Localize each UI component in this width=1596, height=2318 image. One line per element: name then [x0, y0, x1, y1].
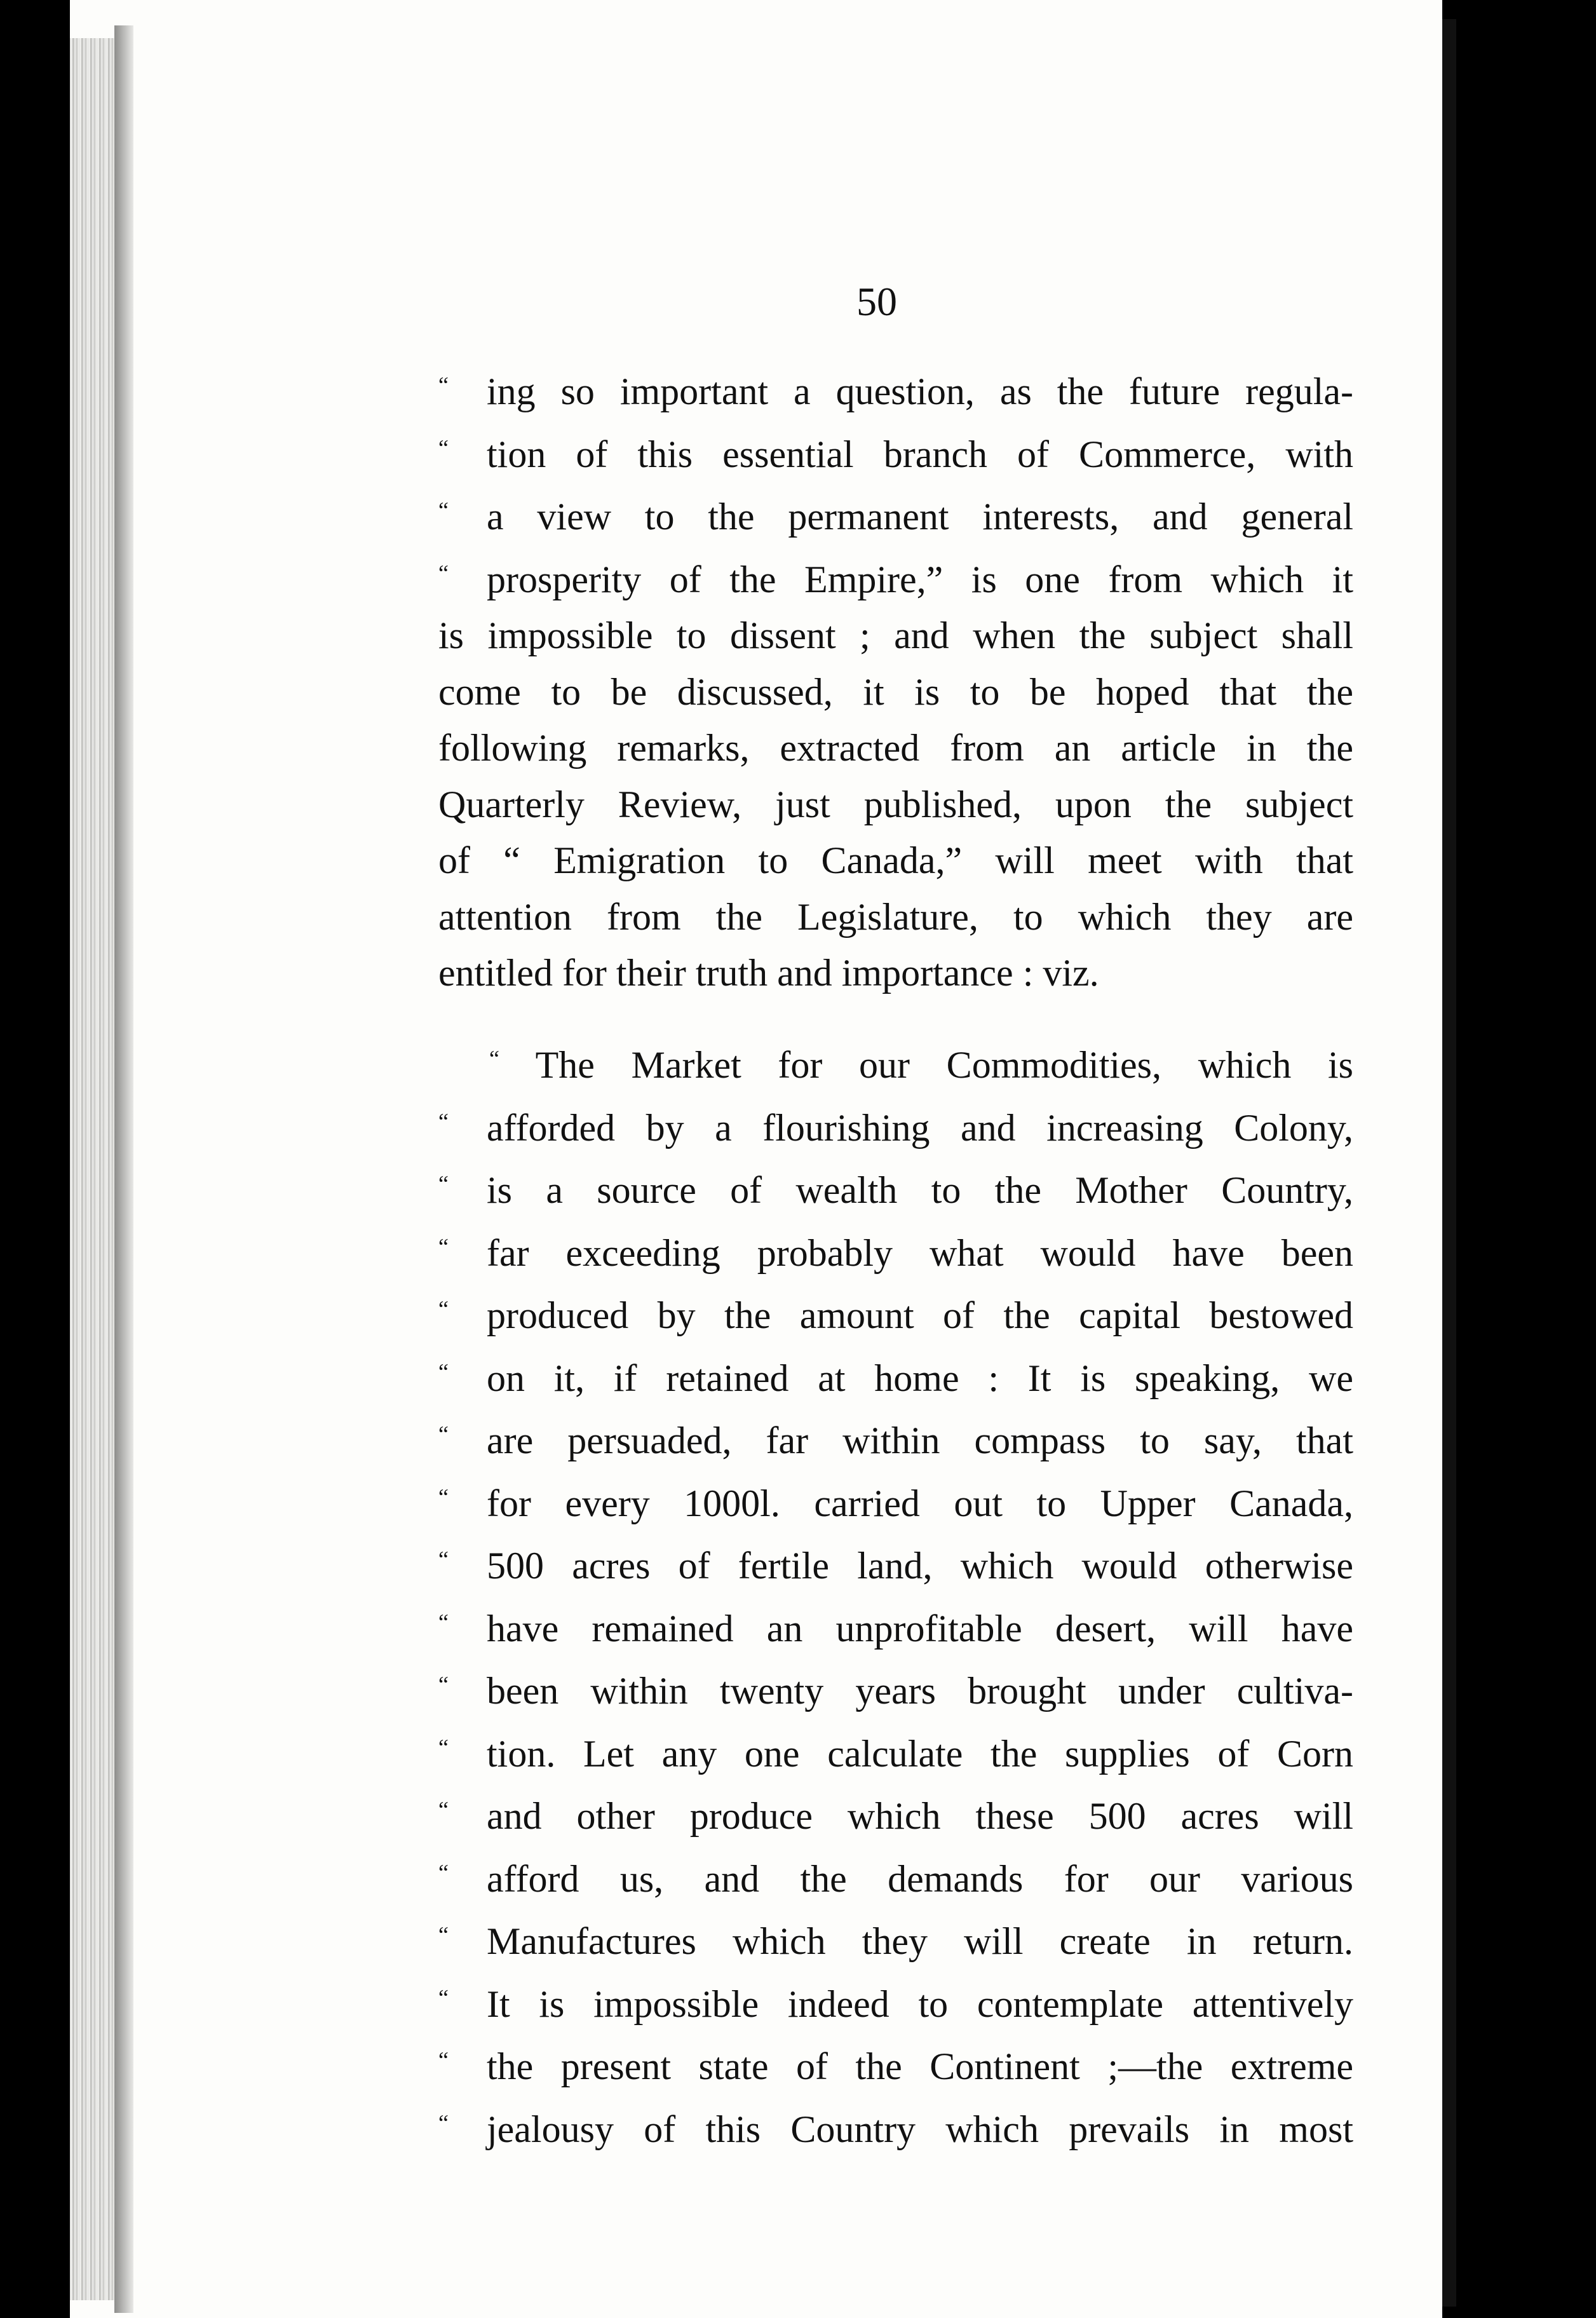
text-line: “ on it, if retained at home : It is speaking, we	[438, 1357, 1353, 1399]
text-line: “ tion of this essential branch of Commerce, with	[438, 433, 1353, 475]
page-number: 50	[856, 279, 897, 324]
text-line: “ tion. Let any one calculate the supplies of Corn	[438, 1732, 1353, 1775]
book-page	[70, 0, 1442, 2318]
text-line: come to be discussed, it is to be hoped that the	[438, 670, 1353, 713]
text-line: of “ Emigration to Canada,” will meet with that	[438, 839, 1353, 881]
text-line: “ The Market for our Commodities, which is	[489, 1044, 1353, 1086]
text-line: is impossible to dissent ; and when the subject shall	[438, 614, 1353, 656]
text-line: “ produced by the amount of the capital bestowed	[438, 1294, 1353, 1336]
text-line: “ far exceeding probably what would have been	[438, 1231, 1353, 1274]
text-line: “ have remained an unprofitable desert, will have	[438, 1607, 1353, 1650]
text-line: following remarks, extracted from an article in the	[438, 727, 1353, 769]
scan-border	[1456, 0, 1596, 2318]
text-line: “ prosperity of the Empire,” is one from which it	[438, 558, 1353, 600]
text-line: “ afford us, and the demands for our various	[438, 1857, 1353, 1900]
text-line: attention from the Legislature, to which they are	[438, 895, 1353, 938]
paragraph-continuation	[438, 357, 1353, 1001]
text-line: “ been within twenty years brought under cultiva-	[438, 1670, 1353, 1712]
text-line: “ 500 acres of fertile land, which would otherwise	[438, 1545, 1353, 1587]
text-line: “ Manufactures which they will create in return.	[438, 1920, 1353, 1962]
text-line: “ jealousy of this Country which prevails in most	[438, 2108, 1353, 2150]
text-line: entitled for their truth and importance : viz.	[438, 952, 1099, 994]
text-line: “ is a source of wealth to the Mother Country,	[438, 1169, 1353, 1211]
text-line: “ and other produce which these 500 acres will	[438, 1795, 1353, 1837]
text-line: “ It is impossible indeed to contemplate attentively	[438, 1982, 1353, 2025]
quoted-paragraph	[438, 1031, 1353, 2157]
adjacent-page-edge	[1442, 19, 1456, 2307]
text-line: “ ing so important a question, as the future regula-	[438, 370, 1353, 412]
text-line: “ the present state of the Continent ;—the extreme	[438, 2045, 1353, 2087]
text-line: “ afforded by a flourishing and increasing Colony,	[438, 1106, 1353, 1149]
text-line: “ for every 1000l. carried out to Upper Canada,	[438, 1482, 1353, 1524]
gutter-shadow	[114, 25, 133, 2313]
text-line: Quarterly Review, just published, upon the subject	[438, 783, 1353, 825]
text-line: “ a view to the permanent interests, and general	[438, 496, 1353, 538]
book-spine	[70, 38, 114, 2300]
text-line: “ are persuaded, far within compass to say, that	[438, 1420, 1353, 1461]
